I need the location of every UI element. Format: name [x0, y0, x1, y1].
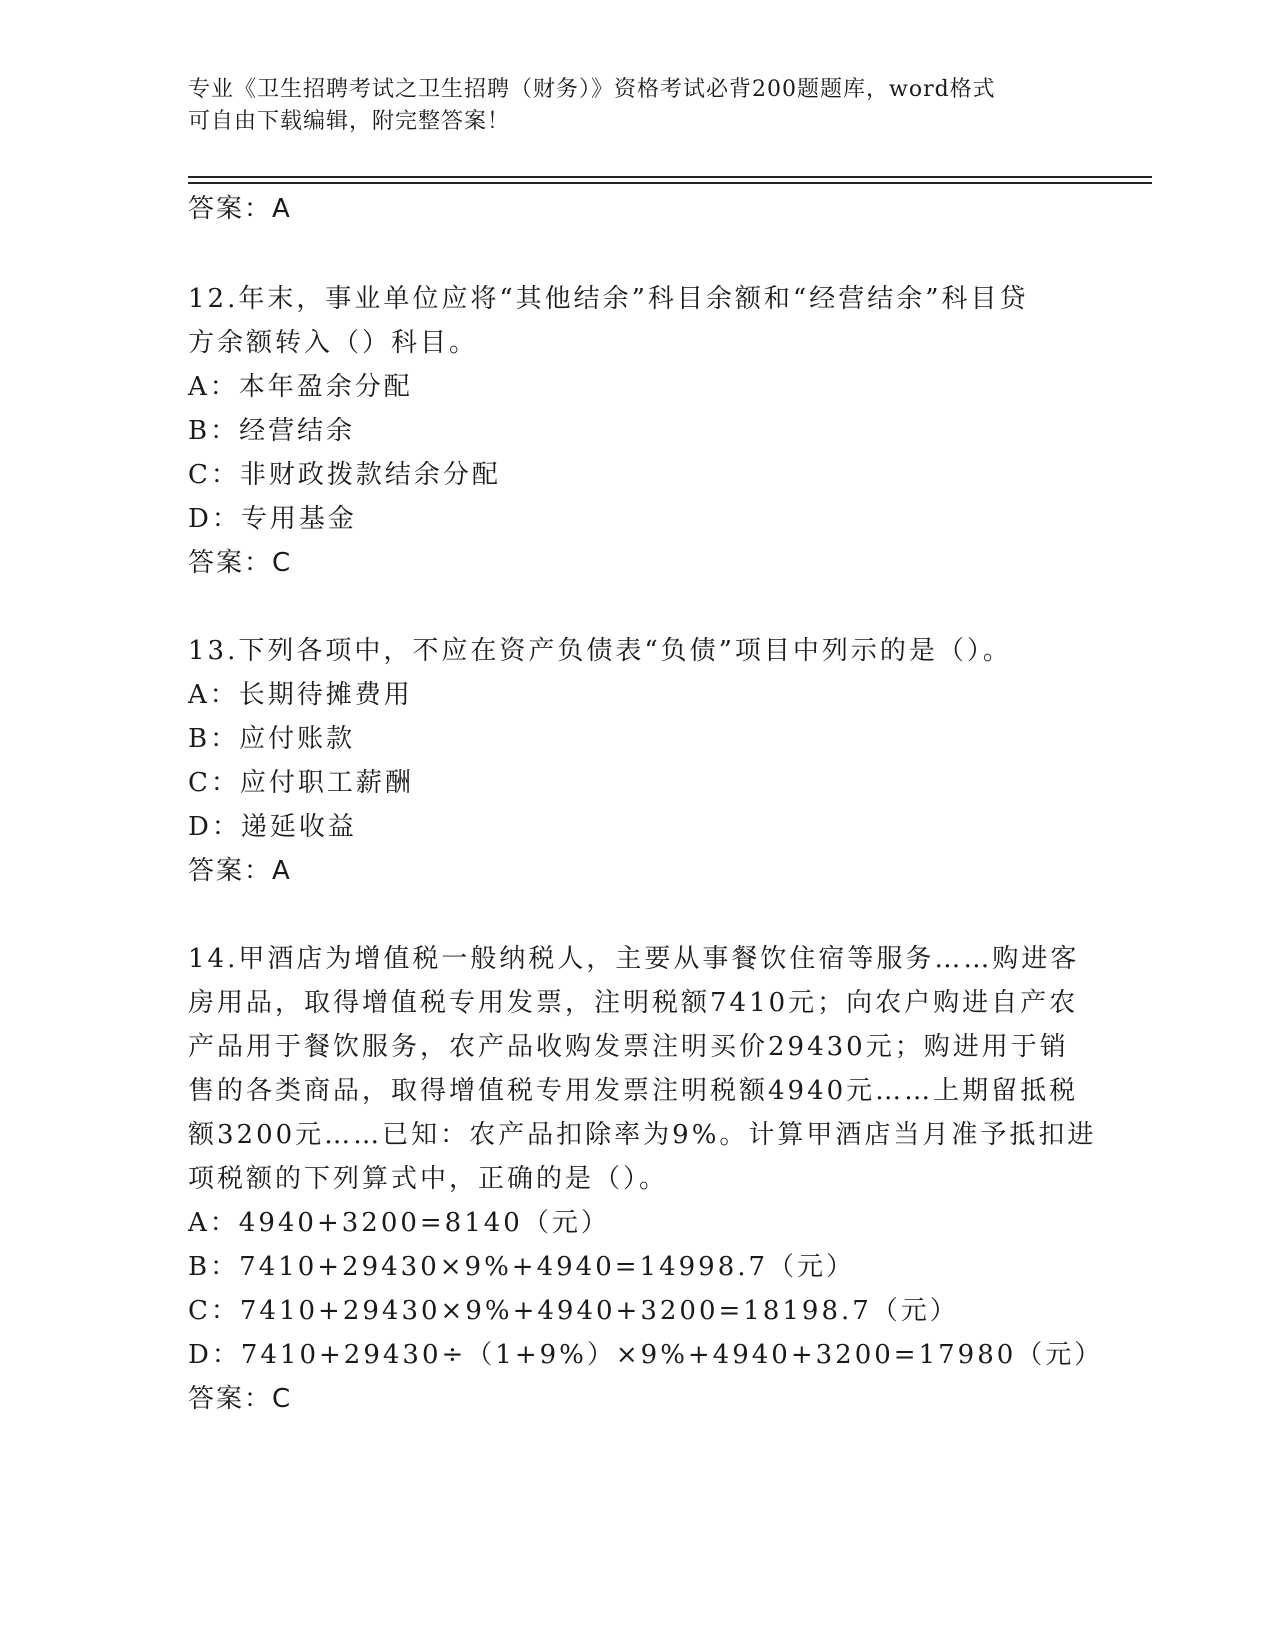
q13-option-b: B：应付账款 [188, 724, 356, 754]
q14-option-b: B：7410+29430×9%+4940=14998.7（元） [188, 1252, 856, 1282]
header-line-2: 可自由下载编辑，附完整答案！ [188, 109, 511, 134]
document-header-note [188, 74, 1068, 138]
q14-option-d: D：7410+29430÷（1+9%）×9%+4940+3200=17980（元） [188, 1340, 1104, 1370]
header-rule-bottom [188, 182, 1152, 184]
q12-option-a: A：本年盈余分配 [188, 372, 413, 402]
q14-stem-line-1: 14.甲酒店为增值税一般纳税人，主要从事餐饮住宿等服务……购进客 [188, 944, 1080, 974]
header-rule-top [188, 176, 1152, 178]
q14-option-a: A：4940+3200=8140（元） [188, 1208, 610, 1238]
q14-option-c: C：7410+29430×9%+4940+3200=18198.7（元） [188, 1296, 959, 1326]
header-line-1: 专业《卫生招聘考试之卫生招聘（财务）》资格考试必背200题题库，word格式 [188, 77, 996, 102]
previous-answer: 答案：A [188, 194, 292, 224]
q12-answer: 答案：C [188, 548, 293, 578]
q12-option-c: C：非财政拨款结余分配 [188, 460, 501, 490]
q12-stem-line-1: 12.年末，事业单位应将“其他结余”科目余额和“经营结余”科目贷 [188, 284, 1029, 314]
q14-answer: 答案：C [188, 1384, 293, 1414]
q13-option-d: D：递延收益 [188, 812, 357, 842]
q14-stem-line-2: 房用品，取得增值税专用发票，注明税额7410元；向农户购进自产农 [188, 988, 1079, 1018]
q12-stem-line-2: 方余额转入（）科目。 [188, 328, 479, 358]
q13-option-a: A：长期待摊费用 [188, 680, 413, 710]
q14-stem-line-6: 项税额的下列算式中，正确的是（）。 [188, 1164, 669, 1194]
q14-stem-line-5: 额3200元……已知：农产品扣除率为9%。计算甲酒店当月准予抵扣进 [188, 1120, 1097, 1150]
q13-stem-line-1: 13.下列各项中，不应在资产负债表“负债”项目中列示的是（）。 [188, 636, 1012, 666]
q12-option-d: D：专用基金 [188, 504, 357, 534]
q14-stem-line-3: 产品用于餐饮服务，农产品收购发票注明买价29430元；购进用于销 [188, 1032, 1069, 1062]
q13-answer: 答案：A [188, 856, 292, 886]
q14-stem-line-4: 售的各类商品，取得增值税专用发票注明税额4940元……上期留抵税 [188, 1076, 1079, 1106]
q12-option-b: B：经营结余 [188, 416, 356, 446]
q13-option-c: C：应付职工薪酬 [188, 768, 414, 798]
